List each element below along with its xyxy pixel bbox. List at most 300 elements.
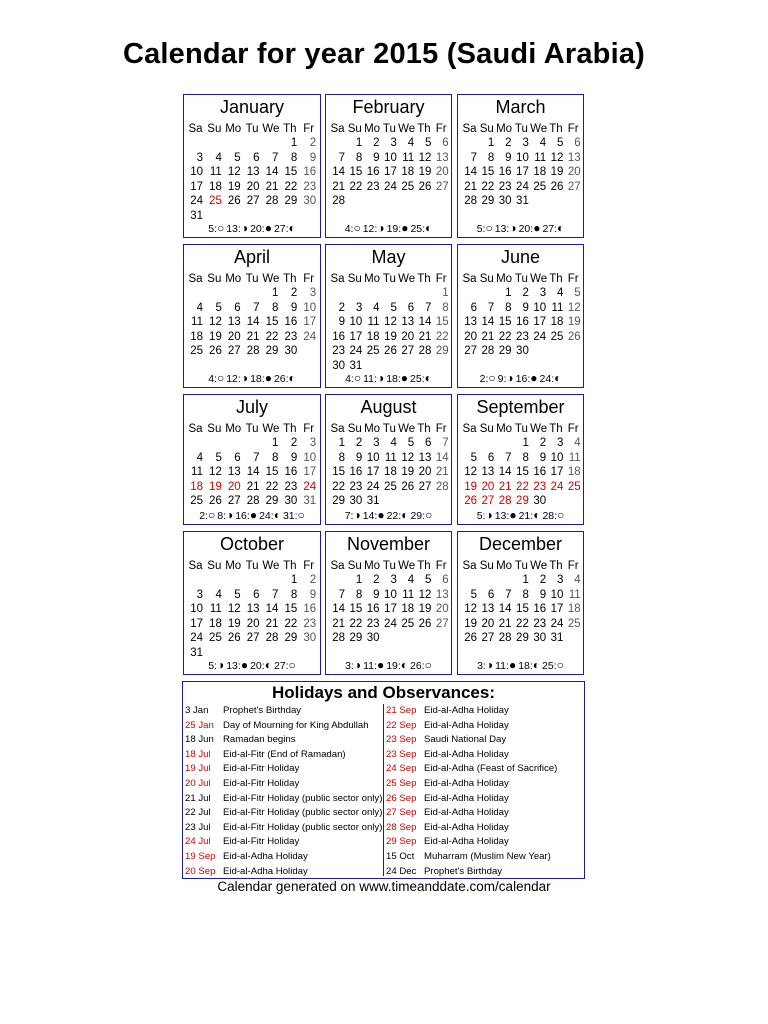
day-cell: 28 xyxy=(464,195,477,208)
day-cell: 21 xyxy=(418,330,432,343)
day-cell: 30 xyxy=(516,345,529,358)
weekday-label: Th xyxy=(417,560,431,572)
day-cell: 15 xyxy=(265,316,279,329)
month-name: June xyxy=(500,247,541,267)
holiday-row xyxy=(185,762,382,777)
weekday-label: Th xyxy=(417,123,431,135)
day-cell: 2 xyxy=(309,574,317,586)
day-cell: 12 xyxy=(418,151,432,164)
day-cell: 9 xyxy=(373,588,380,601)
holiday-date: 25 Sep xyxy=(386,777,417,789)
weekday-label: Th xyxy=(283,423,297,435)
day-cell: 22 xyxy=(265,480,279,493)
weekday-label: Sa xyxy=(188,123,203,135)
day-cell: 10 xyxy=(550,451,564,464)
month-june xyxy=(457,244,584,388)
weekday-label: We xyxy=(530,423,548,435)
day-cell: 8 xyxy=(355,151,363,164)
moon-phase-last-icon: 7:◑ xyxy=(344,508,361,522)
day-cell: 11 xyxy=(568,451,581,464)
day-cell: 16 xyxy=(533,603,547,616)
day-cell: 16 xyxy=(284,466,298,479)
day-cell: 4 xyxy=(407,574,415,586)
weekday-label: We xyxy=(398,123,416,135)
day-cell: 11 xyxy=(402,151,415,164)
day-cell: 2 xyxy=(522,287,529,299)
day-cell: 15 xyxy=(332,466,345,479)
month-name: December xyxy=(478,534,563,554)
day-cell: 14 xyxy=(265,166,279,179)
moon-phase-last-icon: 12:◑ xyxy=(226,371,249,385)
moon-phase-new-icon: 18:● xyxy=(386,371,409,385)
holiday-date: 23 Sep xyxy=(386,734,417,746)
holiday-row xyxy=(185,821,382,836)
weekday-label: Mo xyxy=(364,273,381,285)
weekday-label: Mo xyxy=(496,123,513,135)
day-cell: 8 xyxy=(442,301,449,314)
day-cell: 12 xyxy=(567,301,581,314)
day-cell: 23 xyxy=(303,617,317,630)
day-cell: 9 xyxy=(539,451,547,464)
day-cell: 2 xyxy=(505,137,512,149)
day-cell: 3 xyxy=(309,287,317,299)
holiday-row xyxy=(386,704,557,719)
day-cell: 25 xyxy=(190,495,203,508)
holiday-name: Eid-al-Fitr Holiday (public sector only) xyxy=(223,792,383,804)
moon-phases xyxy=(458,658,583,672)
day-cell: 27 xyxy=(481,495,495,508)
month-name: March xyxy=(495,97,546,117)
holiday-name: Eid-al-Fitr Holiday xyxy=(223,777,300,789)
day-cell: 6 xyxy=(442,137,449,149)
moon-phases xyxy=(184,508,320,522)
day-cell: 27 xyxy=(401,345,415,358)
day-cell: 10 xyxy=(303,301,317,314)
day-cell: 7 xyxy=(505,588,512,601)
month-name: July xyxy=(235,397,268,417)
day-cell: 10 xyxy=(190,166,203,179)
day-cell: 9 xyxy=(338,316,345,329)
day-cell: 12 xyxy=(227,603,241,616)
moon-phase-new-icon: 13:● xyxy=(226,658,249,672)
day-cell: 9 xyxy=(309,588,317,601)
day-cell: 3 xyxy=(539,287,547,299)
day-cell: 11 xyxy=(209,603,222,616)
moon-phase-last-icon: 13:◑ xyxy=(494,221,517,235)
weekday-label: Mo xyxy=(496,560,513,572)
moon-phase-full-icon: 29:○ xyxy=(410,508,433,522)
moon-phase-last-icon: 11:◑ xyxy=(363,371,385,385)
holiday-name: Eid-al-Adha Holiday xyxy=(424,748,509,760)
day-cell: 14 xyxy=(498,603,512,616)
day-cell: 26 xyxy=(401,480,415,493)
day-cell: 27 xyxy=(418,480,432,493)
day-cell: 5 xyxy=(390,301,397,314)
weekday-label: Su xyxy=(479,423,494,435)
holiday-row xyxy=(185,850,382,865)
moon-phases xyxy=(326,508,451,522)
weekday-label: Tu xyxy=(514,560,528,572)
day-cell: 13 xyxy=(464,316,477,329)
day-cell: 5 xyxy=(470,588,477,601)
day-cell: 20 xyxy=(481,480,495,493)
day-cell: 1 xyxy=(442,287,449,299)
moon-phase-full-icon: 4:○ xyxy=(208,371,225,385)
day-cell: 6 xyxy=(470,301,477,314)
holiday-date: 24 Sep xyxy=(386,763,417,775)
day-cell: 16 xyxy=(516,316,529,329)
holiday-name: Eid-al-Fitr Holiday (public sector only) xyxy=(223,821,383,833)
day-cell: 3 xyxy=(355,301,363,314)
holiday-name: Saudi National Day xyxy=(424,734,507,746)
weekday-label: Tu xyxy=(382,123,396,135)
holiday-row xyxy=(185,865,382,880)
moon-phase-new-icon: 18:● xyxy=(250,371,272,385)
day-cell: 3 xyxy=(196,151,203,164)
day-cell: 10 xyxy=(190,603,203,616)
day-cell: 14 xyxy=(265,603,279,616)
holiday-name: Prophet's Birthday xyxy=(424,865,503,877)
day-cell: 22 xyxy=(349,180,363,193)
day-cell: 24 xyxy=(349,345,363,358)
day-cell: 4 xyxy=(196,451,203,464)
day-cell: 24 xyxy=(366,480,380,493)
moon-phase-last-icon: 5:◑ xyxy=(208,658,225,672)
weekday-label: Fr xyxy=(435,123,447,135)
day-cell: 15 xyxy=(516,466,529,479)
weekday-label: Fr xyxy=(567,423,579,435)
day-cell: 1 xyxy=(522,437,529,449)
day-cell: 26 xyxy=(464,495,477,508)
day-cell: 28 xyxy=(332,195,345,208)
day-cell: 1 xyxy=(355,137,363,149)
day-cell: 13 xyxy=(418,451,432,464)
day-cell: 13 xyxy=(435,151,449,164)
day-cell: 6 xyxy=(442,574,449,586)
weekday-label: Sa xyxy=(330,123,345,135)
holiday-name: Eid-al-Adha Holiday xyxy=(424,821,509,833)
moon-phase-new-icon: 11:● xyxy=(363,658,385,672)
day-cell: 10 xyxy=(550,588,564,601)
weekday-label: Mo xyxy=(364,423,381,435)
moon-phase-first-icon: 19:◐ xyxy=(386,658,409,672)
day-cell: 17 xyxy=(550,603,564,616)
day-cell: 7 xyxy=(338,151,345,164)
day-cell: 30 xyxy=(533,632,547,645)
day-cell: 3 xyxy=(373,437,380,449)
day-cell: 14 xyxy=(435,451,449,464)
day-cell: 25 xyxy=(567,617,581,630)
day-cell: 6 xyxy=(253,588,260,601)
day-cell: 17 xyxy=(384,166,397,179)
day-cell: 18 xyxy=(384,466,397,479)
day-cell: 14 xyxy=(481,316,495,329)
weekday-label: Th xyxy=(417,423,431,435)
weekday-label: We xyxy=(262,273,280,285)
weekday-label: Fr xyxy=(567,273,579,285)
day-cell: 13 xyxy=(227,466,241,479)
day-cell: 2 xyxy=(355,437,363,449)
holiday-name: Prophet's Birthday xyxy=(223,705,302,716)
day-cell: 3 xyxy=(390,574,397,586)
day-cell: 31 xyxy=(349,360,363,372)
day-cell: 29 xyxy=(516,495,529,508)
moon-phases xyxy=(184,221,320,235)
day-cell: 24 xyxy=(550,480,564,493)
day-cell: 9 xyxy=(539,588,547,601)
day-cell: 18 xyxy=(209,617,222,630)
day-cell: 15 xyxy=(435,316,449,329)
weekday-label: Fr xyxy=(303,273,315,285)
holiday-row xyxy=(386,762,557,777)
day-cell: 15 xyxy=(498,316,512,329)
holiday-date: 3 Jan xyxy=(185,705,209,716)
weekday-label: Su xyxy=(207,123,222,135)
weekday-label: Fr xyxy=(303,423,315,435)
holiday-date: 23 Jul xyxy=(185,821,211,833)
day-cell: 9 xyxy=(290,451,298,464)
day-cell: 22 xyxy=(265,330,279,343)
day-cell: 30 xyxy=(332,360,345,372)
holiday-date: 25 Jan xyxy=(185,719,214,731)
day-cell: 30 xyxy=(303,195,317,208)
month-september xyxy=(457,394,584,525)
day-cell: 17 xyxy=(384,603,397,616)
day-cell: 5 xyxy=(234,151,241,164)
day-cell: 25 xyxy=(401,617,415,630)
day-cell: 30 xyxy=(498,195,512,208)
day-cell: 9 xyxy=(373,151,380,164)
month-january xyxy=(183,94,321,238)
day-cell: 26 xyxy=(209,345,222,358)
day-cell: 13 xyxy=(246,603,260,616)
day-cell: 31 xyxy=(550,632,564,645)
holiday-date: 15 Oct xyxy=(386,850,415,862)
weekday-label: Fr xyxy=(303,560,315,572)
moon-phase-new-icon: 19:● xyxy=(386,221,409,235)
day-cell: 15 xyxy=(284,603,298,616)
weekday-label: Fr xyxy=(567,560,579,572)
day-cell: 15 xyxy=(349,603,363,616)
day-cell: 16 xyxy=(498,166,512,179)
day-cell: 29 xyxy=(265,495,279,508)
day-cell: 18 xyxy=(366,330,380,343)
moon-phase-first-icon: 22:◐ xyxy=(386,508,409,522)
moon-phase-last-icon: 13:◑ xyxy=(226,221,249,235)
moon-phases xyxy=(184,658,320,672)
day-cell: 18 xyxy=(401,166,415,179)
day-cell: 29 xyxy=(349,632,363,645)
day-cell: 7 xyxy=(272,151,279,164)
holiday-date: 19 Sep xyxy=(185,850,216,862)
day-cell: 20 xyxy=(401,330,415,343)
moon-phases xyxy=(458,371,583,385)
day-cell: 26 xyxy=(550,180,564,193)
holiday-date: 22 Sep xyxy=(386,719,417,731)
weekday-label: Th xyxy=(549,423,563,435)
day-cell: 20 xyxy=(464,330,477,343)
moon-phases xyxy=(458,508,583,522)
day-cell: 21 xyxy=(481,330,495,343)
weekday-label: We xyxy=(530,123,548,135)
day-cell: 2 xyxy=(373,574,380,586)
month-name: August xyxy=(360,397,417,417)
holiday-name: Muharram (Muslim New Year) xyxy=(424,850,551,862)
day-cell: 11 xyxy=(367,316,380,329)
day-cell: 20 xyxy=(227,330,241,343)
day-cell: 4 xyxy=(574,574,581,586)
day-cell: 4 xyxy=(196,301,203,314)
day-cell: 19 xyxy=(227,617,241,630)
day-cell: 19 xyxy=(209,480,222,493)
month-name: May xyxy=(371,247,406,267)
month-february xyxy=(325,94,452,238)
holiday-row xyxy=(185,704,382,719)
day-cell: 20 xyxy=(418,466,432,479)
day-cell: 8 xyxy=(272,301,279,314)
day-cell: 11 xyxy=(551,301,564,314)
day-cell: 27 xyxy=(246,195,260,208)
day-cell: 7 xyxy=(470,151,477,164)
day-cell: 24 xyxy=(190,632,203,645)
moon-phase-new-icon: 20:● xyxy=(250,221,272,235)
day-cell: 17 xyxy=(303,316,317,329)
day-cell: 11 xyxy=(191,466,203,479)
day-cell: 28 xyxy=(332,632,345,645)
day-cell: 1 xyxy=(505,287,512,299)
day-cell: 4 xyxy=(215,151,222,164)
day-cell: 25 xyxy=(550,330,564,343)
holidays-box xyxy=(182,681,585,879)
weekday-label: Mo xyxy=(225,560,242,572)
day-cell: 13 xyxy=(227,316,241,329)
day-cell: 22 xyxy=(284,180,298,193)
weekday-label: Sa xyxy=(188,273,203,285)
holiday-name: Eid-al-Adha Holiday xyxy=(424,836,509,848)
day-cell: 1 xyxy=(290,137,298,149)
day-cell: 22 xyxy=(516,480,529,493)
day-cell: 22 xyxy=(481,180,495,193)
day-cell: 9 xyxy=(309,151,317,164)
holiday-row xyxy=(386,821,557,836)
day-cell: 5 xyxy=(407,437,415,449)
weekday-label: Th xyxy=(549,273,563,285)
day-cell: 15 xyxy=(284,166,298,179)
day-cell: 28 xyxy=(246,345,260,358)
day-cell: 18 xyxy=(209,180,222,193)
day-cell: 20 xyxy=(567,166,581,179)
holiday-name: Eid-al-Adha Holiday xyxy=(424,792,509,804)
holiday-name: Eid-al-Fitr Holiday xyxy=(223,763,300,775)
holiday-row xyxy=(386,777,557,792)
moon-phase-first-icon: 26:◐ xyxy=(273,371,296,385)
day-cell: 11 xyxy=(191,316,203,329)
weekday-label: Tu xyxy=(514,273,528,285)
moon-phase-first-icon: 21:◐ xyxy=(518,508,541,522)
weekday-label: Mo xyxy=(225,123,242,135)
day-cell: 22 xyxy=(332,480,345,493)
day-cell: 14 xyxy=(246,316,260,329)
day-cell: 9 xyxy=(290,301,298,314)
weekday-label: We xyxy=(530,560,548,572)
day-cell: 12 xyxy=(464,603,477,616)
day-cell: 12 xyxy=(401,451,415,464)
day-cell: 23 xyxy=(332,345,345,358)
day-cell: 27 xyxy=(464,345,477,358)
weekday-label: We xyxy=(262,560,280,572)
day-cell: 11 xyxy=(384,451,397,464)
holiday-name: Eid-al-Adha (Feast of Sacrifice) xyxy=(424,763,558,775)
day-cell: 6 xyxy=(234,301,241,314)
month-name: April xyxy=(233,247,270,267)
holiday-row xyxy=(386,719,557,734)
day-cell: 5 xyxy=(425,137,432,149)
day-cell: 4 xyxy=(390,437,397,449)
day-cell: 13 xyxy=(246,166,260,179)
month-name: February xyxy=(352,97,425,117)
day-cell: 6 xyxy=(234,451,241,464)
day-cell: 21 xyxy=(498,480,512,493)
day-cell: 28 xyxy=(498,495,512,508)
weekday-label: Tu xyxy=(245,123,259,135)
holiday-name: Ramadan begins xyxy=(223,734,296,746)
weekday-label: We xyxy=(398,560,416,572)
weekday-label: Mo xyxy=(496,273,513,285)
day-cell: 24 xyxy=(384,180,397,193)
day-cell: 29 xyxy=(516,632,529,645)
day-cell: 31 xyxy=(516,195,529,208)
day-cell: 1 xyxy=(290,574,298,586)
holiday-row xyxy=(185,777,382,792)
day-cell: 16 xyxy=(303,603,317,616)
day-cell: 20 xyxy=(246,617,260,630)
weekday-label: Su xyxy=(207,423,222,435)
holiday-date: 21 Jul xyxy=(185,792,211,804)
day-cell: 12 xyxy=(384,316,397,329)
day-cell: 3 xyxy=(557,574,564,586)
day-cell: 30 xyxy=(284,495,298,508)
weekday-label: Fr xyxy=(435,423,447,435)
day-cell: 15 xyxy=(481,166,495,179)
holiday-row xyxy=(386,792,557,807)
day-cell: 4 xyxy=(557,287,564,299)
day-cell: 21 xyxy=(265,617,279,630)
day-cell: 17 xyxy=(533,316,547,329)
day-cell: 5 xyxy=(215,451,222,464)
moon-phase-full-icon: 28:○ xyxy=(542,508,565,522)
day-cell: 16 xyxy=(332,330,345,343)
day-cell: 30 xyxy=(533,495,547,508)
month-july xyxy=(183,394,321,525)
day-cell: 20 xyxy=(435,166,449,179)
day-cell: 22 xyxy=(516,617,529,630)
day-cell: 29 xyxy=(332,495,345,508)
day-cell: 1 xyxy=(272,437,279,449)
holiday-row xyxy=(185,835,382,850)
moon-phase-last-icon: 3:◑ xyxy=(345,658,362,672)
day-cell: 23 xyxy=(284,330,298,343)
moon-phase-full-icon: 27:○ xyxy=(273,658,296,672)
weekday-label: Sa xyxy=(462,560,477,572)
day-cell: 13 xyxy=(435,588,449,601)
weekday-label: Tu xyxy=(245,273,259,285)
day-cell: 21 xyxy=(498,617,512,630)
day-cell: 18 xyxy=(401,603,415,616)
day-cell: 29 xyxy=(435,345,449,358)
day-cell: 18 xyxy=(190,330,203,343)
day-cell: 17 xyxy=(349,330,363,343)
day-cell: 24 xyxy=(533,330,547,343)
